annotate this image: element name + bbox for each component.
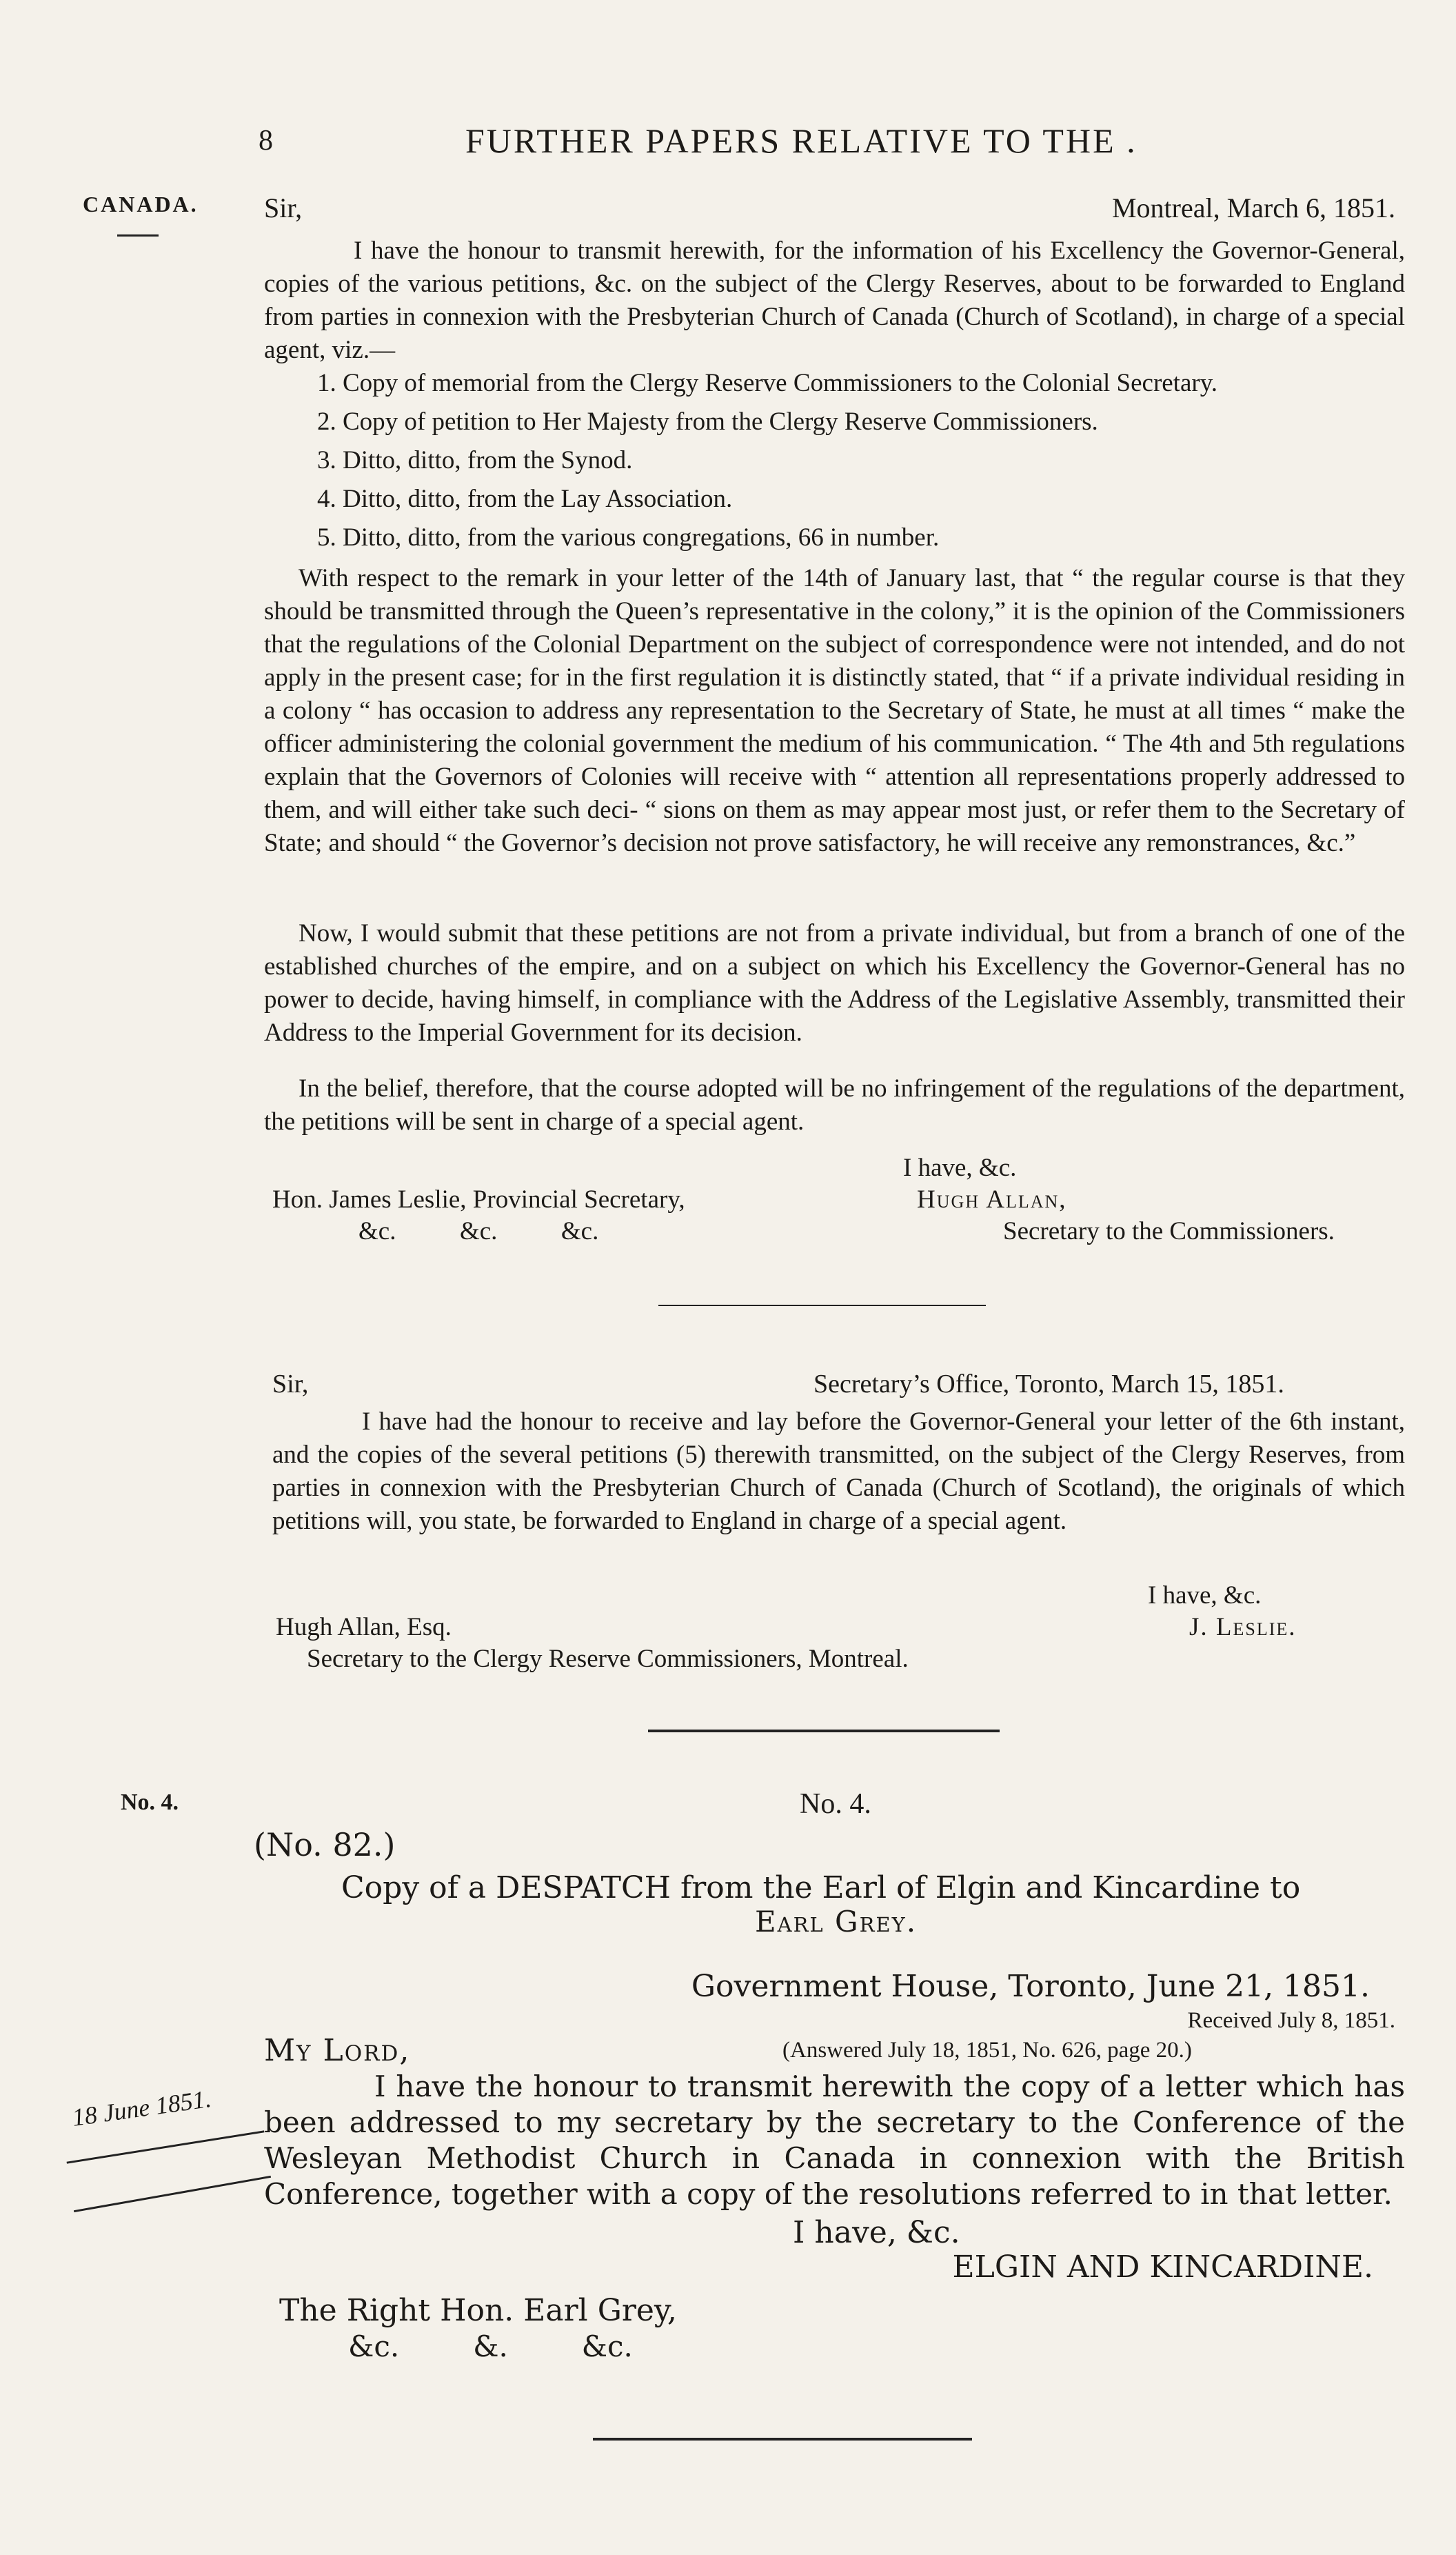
running-title: FURTHER PAPERS RELATIVE TO THE . [465, 121, 1138, 160]
divider-2 [648, 1730, 1000, 1732]
page-number: 8 [259, 125, 273, 157]
margin-canada-underline [117, 234, 159, 237]
despatch-addressee: The Right Hon. Earl Grey, [279, 2293, 677, 2328]
letter1-addressee-etc: &c. &c. &c. [358, 1217, 599, 1245]
despatch-received: Received July 8, 1851. [1187, 2008, 1395, 2033]
despatch-addressee-etc: &c. &. &c. [348, 2329, 633, 2363]
despatch-signer: ELGIN AND KINCARDINE. [952, 2250, 1373, 2285]
letter1-item-3: 3. Ditto, ditto, from the Synod. [317, 446, 633, 474]
divider-1 [658, 1305, 986, 1306]
despatch-title-line1: Copy of a DESPATCH from the Earl of Elgin and Kincardine to [341, 1870, 1301, 1905]
despatch-number-heading: No. 4. [800, 1788, 871, 1820]
divider-3 [593, 2438, 972, 2441]
date-note-stroke-2 [74, 2176, 271, 2212]
despatch-ref: (No. 82.) [254, 1826, 396, 1863]
margin-no4: No. 4. [121, 1790, 179, 1815]
despatch-body: I have the honour to transmit herewith the copy of a letter which has been addressed to my secretary by the secretary to the Conference of the Wesleyan Methodist Church in Canada in connexion with the British Conference, together with a copy of the resolutions referred to in that letter. [264, 2070, 1405, 2211]
letter1-para2: With respect to the remark in your letter of the 14th of January last, that “ the regular course is that they should be transmitted through the Queen’s representative in the colony,” it is the opinion of the Commissioners that the regulations of the Colonial Department on the subject of correspondence were not intended, and do not apply in the present case; for in the first regulation it is distinctly stated, that “ if a private individual residing in a colony “ has occasion to address any representation to the Secretary of State, he must at all times “ make the officer administering the colonial government the medium of his communication. “ The 4th and 5th regulations explain that the Governors of Colonies will receive with “ attention all representations properly addressed to them, and will either take such deci- “ sions on them as may appear most just, or refer them to the Secretary of State; and should “ the Governor’s decision not prove satisfactory, he will receive any remonstrances, &c.” [264, 564, 1405, 857]
letter1-item-4: 4. Ditto, ditto, from the Lay Association. [317, 485, 733, 513]
letter1-signer-title: Secretary to the Commissioners. [1003, 1217, 1335, 1245]
letter2-dateline: Secretary’s Office, Toronto, March 15, 1851. [813, 1370, 1284, 1399]
letter1-addressee: Hon. James Leslie, Provincial Secretary, [272, 1185, 685, 1214]
letter1-salutation: Sir, [264, 192, 303, 223]
margin-canada: CANADA. [83, 192, 199, 217]
despatch-closing: I have, &c. [793, 2215, 960, 2250]
letter1-item-1: 1. Copy of memorial from the Clergy Reserve Commissioners to the Colonial Secretary. [317, 369, 1218, 397]
letter1-dateline: Montreal, March 6, 1851. [1111, 192, 1395, 223]
letter2-closing: I have, &c. [1148, 1581, 1262, 1610]
letter1-item-5: 5. Ditto, ditto, from the various congregations, 66 in number. [317, 523, 940, 552]
letter2-salutation: Sir, [272, 1370, 309, 1399]
despatch-dateline: Government House, Toronto, June 21, 1851. [691, 1969, 1370, 2004]
despatch-salutation: My Lord, [264, 2033, 411, 2068]
letter1-closing: I have, &c. [903, 1154, 1017, 1182]
letter2-body: I have had the honour to receive and lay before the Governor-General your letter of the 6th instant, and the copies of the several petitions (5) therewith transmitted, on the subject of the Clergy Reserves, from parties in connexion with the Presbyterian Church of Canada (Church of Scotland), the originals of which petitions will, you state, be forwarded to England in charge of a special agent. [272, 1407, 1405, 1535]
letter1-signer: Hugh Allan, [917, 1185, 1067, 1214]
letter1-intro: I have the honour to transmit herewith, for the information of his Excellency the Governor-General, copies of the various petitions, &c. on the subject of the Clergy Reserves, about to be forwarded to England from parties in connexion with the Presbyterian Church of Canada (Church of Scotland), in charge of a special agent, viz.— [264, 237, 1405, 364]
letter2-addressee-title: Secretary to the Clergy Reserve Commissioners, Montreal. [307, 1645, 909, 1673]
letter1-item-2: 2. Copy of petition to Her Majesty from the Clergy Reserve Commissioners. [317, 408, 1098, 436]
despatch-answered: (Answered July 18, 1851, No. 626, page 20.) [782, 2038, 1192, 2063]
letter2-signer: J. Leslie. [1189, 1613, 1297, 1641]
date-note-text: 18 June 1851. [70, 2084, 213, 2132]
margin-date-note [65, 2084, 272, 2207]
letter1-para3: Now, I would submit that these petitions are not from a private individual, but from a branch of one of the established churches of the empire, and on a subject on which his Excellency the Governor-General has no power to decide, having himself, in compliance with the Address of the Legislative Assembly, transmitted their Address to the Imperial Government for its decision. [264, 919, 1405, 1047]
date-note-stroke-1 [67, 2130, 265, 2163]
letter2-addressee: Hugh Allan, Esq. [276, 1613, 452, 1641]
letter1-para4: In the belief, therefore, that the course adopted will be no infringement of the regulations of the department, the petitions will be sent in charge of a special agent. [264, 1074, 1405, 1136]
despatch-title-line2: Earl Grey. [755, 1905, 918, 1938]
